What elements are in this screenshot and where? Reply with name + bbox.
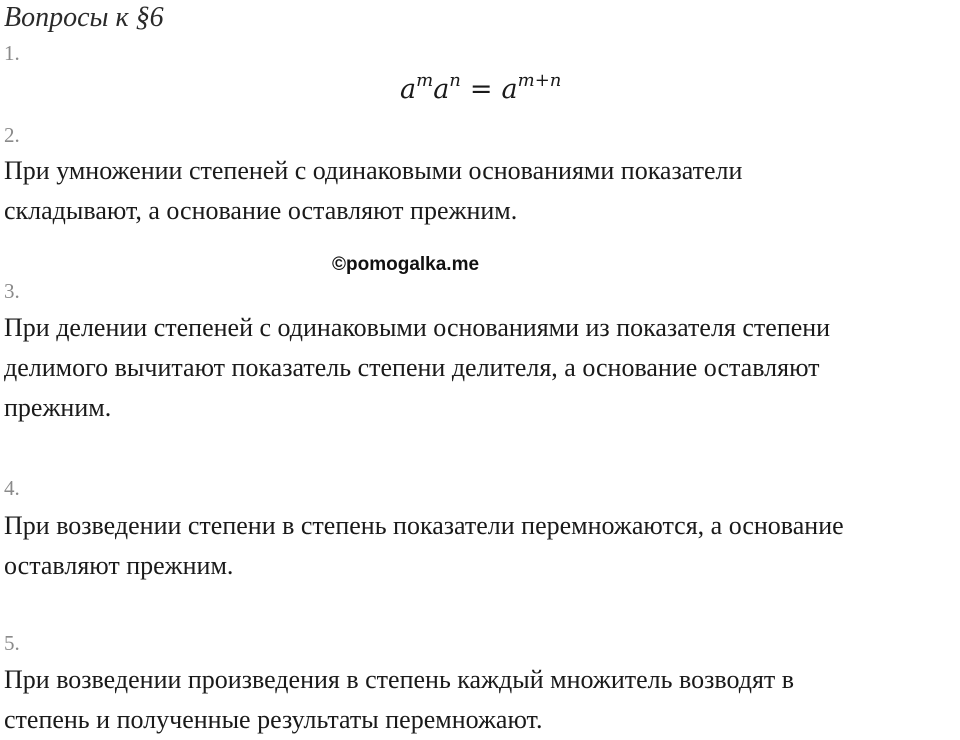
formula-base-1: a <box>400 74 417 105</box>
formula <box>400 72 561 108</box>
item-number-3: 3. <box>4 279 20 303</box>
answer-3-line-3: прежним. <box>4 393 112 422</box>
answer-3-line-2: делимого вычитают показатель степени делителя, а основание оставляют <box>4 353 820 382</box>
answer-4 <box>4 506 956 586</box>
answer-4-line-2: оставляют прежним. <box>4 551 234 580</box>
formula-exp-3: m+n <box>517 70 562 91</box>
answer-3-line-1: При делении степеней с одинаковыми основаниями из показателя степени <box>4 313 831 342</box>
answer-5 <box>4 660 956 740</box>
answer-2-line-1: При умножении степеней с одинаковыми основаниями показатели <box>4 156 743 185</box>
answer-4-line-1: При возведении степени в степень показатели перемножаются, а основание <box>4 511 844 540</box>
item-number-5: 5. <box>4 631 20 655</box>
answer-3 <box>4 308 956 428</box>
formula-exp-1: m <box>416 70 434 91</box>
formula-equals: = <box>469 74 493 105</box>
answer-2-line-2: складывают, а основание оставляют прежним. <box>4 196 518 225</box>
item-number-1: 1. <box>4 41 20 65</box>
answer-5-line-1: При возведении произведения в степень каждый множитель возводят в <box>4 665 795 694</box>
item-number-2: 2. <box>4 123 20 147</box>
formula-base-3: a <box>501 74 518 105</box>
page-title: Вопросы к §6 <box>4 2 164 33</box>
formula-base-2: a <box>433 74 450 105</box>
answer-2 <box>4 151 956 231</box>
watermark: ©pomogalka.me <box>332 254 480 275</box>
item-number-4: 4. <box>4 476 20 500</box>
formula-exp-2: n <box>449 70 461 91</box>
answer-5-line-2: степень и полученные результаты перемножают. <box>4 705 543 734</box>
